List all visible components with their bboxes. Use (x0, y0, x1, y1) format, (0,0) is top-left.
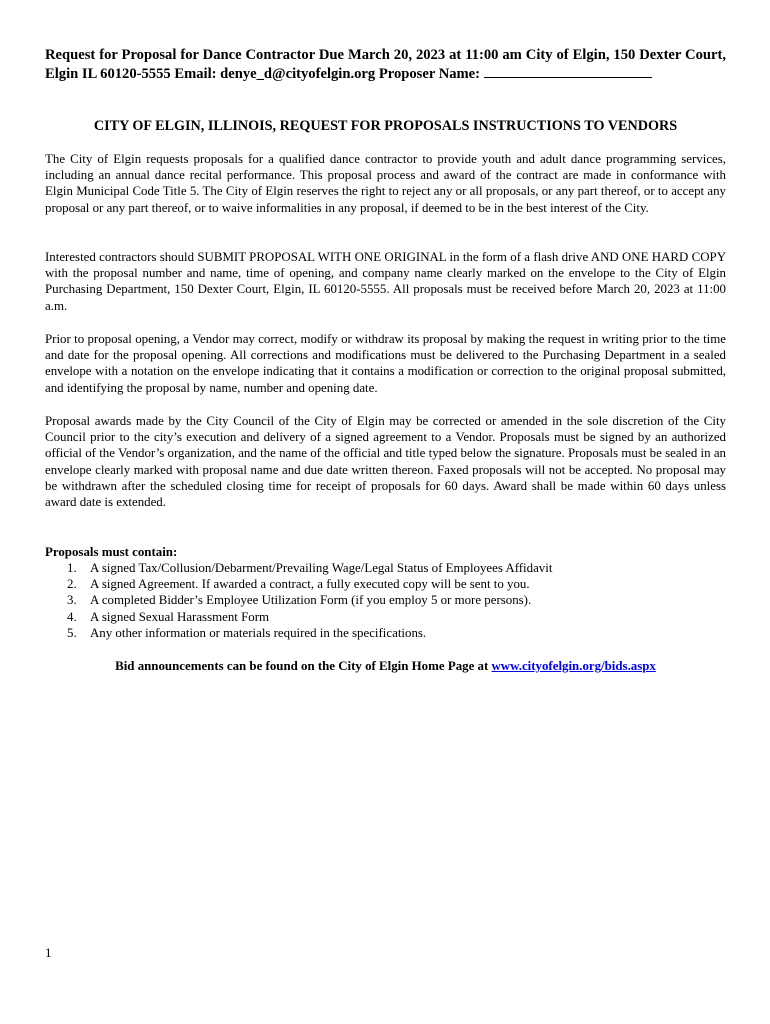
list-item (45, 592, 552, 608)
list-item (45, 625, 552, 641)
rfp-header (45, 46, 726, 84)
list-item-text: Any other information or materials required in the specifications. (90, 625, 427, 640)
requirements-list (45, 560, 552, 641)
list-item-number: 3. (67, 593, 77, 608)
list-item (45, 576, 552, 592)
list-item-number: 4. (67, 609, 77, 624)
bids-link[interactable]: www.cityofelgin.org/bids.aspx (491, 659, 656, 673)
list-item-number: 1. (67, 561, 77, 575)
paragraph-awards: Proposal awards made by the City Council of the City of Elgin may be corrected or amended in the sole discretion of the City Council prior to the city’s execution and delivery of a signed agreement to a Vendor. Proposals must be signed by an authorized official of the Vendor’s organization, and the name of the official and title typed below the signature. Proposals must be sealed in an envelope clearly marked with proposal name and due date written thereon. Faxed proposals will not be accepted. No proposal may be withdrawn after the scheduled closing time for receipt of proposals for 60 days. Award shall be made within 60 days unless award date is extended. (45, 414, 726, 510)
list-item-number: 2. (67, 577, 77, 592)
list-item-text: A completed Bidder’s Employee Utilization Form (if you employ 5 or more persons). (90, 593, 532, 608)
bid-announcement (45, 658, 726, 674)
list-item-number: 5. (67, 625, 77, 640)
document-page (45, 0, 726, 1024)
document-title: CITY OF ELGIN, ILLINOIS, REQUEST FOR PROPOSALS INSTRUCTIONS TO VENDORS (93, 118, 678, 134)
rfp-header-text: Request for Proposal for Dance Contractor Due March 20, 2023 at 11:00 am City of Elgin, 150 Dexter Court, Elgin IL 60120-5555 Email: denye_d@cityofelgin.org Proposer Name: (45, 47, 726, 82)
paragraph-corrections: Prior to proposal opening, a Vendor may correct, modify or withdraw its proposal by making the request in writing prior to the time and date for the proposal opening. All corrections and modifications must be delivered to the Purchasing Department in a sealed envelope with a notation on the envelope indicating that it contains a modification or correction to the original proposal submitted, and identifying the proposal by name, number and opening date. (45, 332, 726, 395)
proposer-name-blank (484, 65, 652, 78)
page-number: 1 (45, 945, 52, 960)
list-item (45, 609, 552, 625)
bid-announcement-text: Bid announcements can be found on the City of Elgin Home Page at (115, 659, 489, 673)
list-item-text: A signed Sexual Harassment Form (90, 609, 270, 624)
contain-heading: Proposals must contain: (45, 545, 178, 559)
list-item-text: A signed Tax/Collusion/Debarment/Prevailing Wage/Legal Status of Employees Affidavit (90, 561, 553, 575)
list-item (45, 560, 552, 576)
paragraph-submission: Interested contractors should SUBMIT PROPOSAL WITH ONE ORIGINAL in the form of a flash drive AND ONE HARD COPY with the proposal number and name, time of opening, and company name clearly marked on the envelope to the City of Elgin Purchasing Department, 150 Dexter Court, Elgin, IL 60120-5555. All proposals must be received before March 20, 2023 at 11:00 a.m. (45, 250, 726, 313)
list-item-text: A signed Agreement. If awarded a contract, a fully executed copy will be sent to you. (90, 577, 530, 592)
paragraph-intro: The City of Elgin requests proposals for a qualified dance contractor to provide youth and adult dance programming services, including an annual dance recital performance. This proposal process and award of the contract are made in conformance with Elgin Municipal Code Title 5. The City of Elgin reserves the right to reject any or all proposals, or any part thereof, or to accept any proposal or any part thereof, or to waive informalities in any proposal, if deemed to be in the best interest of the City. (45, 152, 726, 215)
